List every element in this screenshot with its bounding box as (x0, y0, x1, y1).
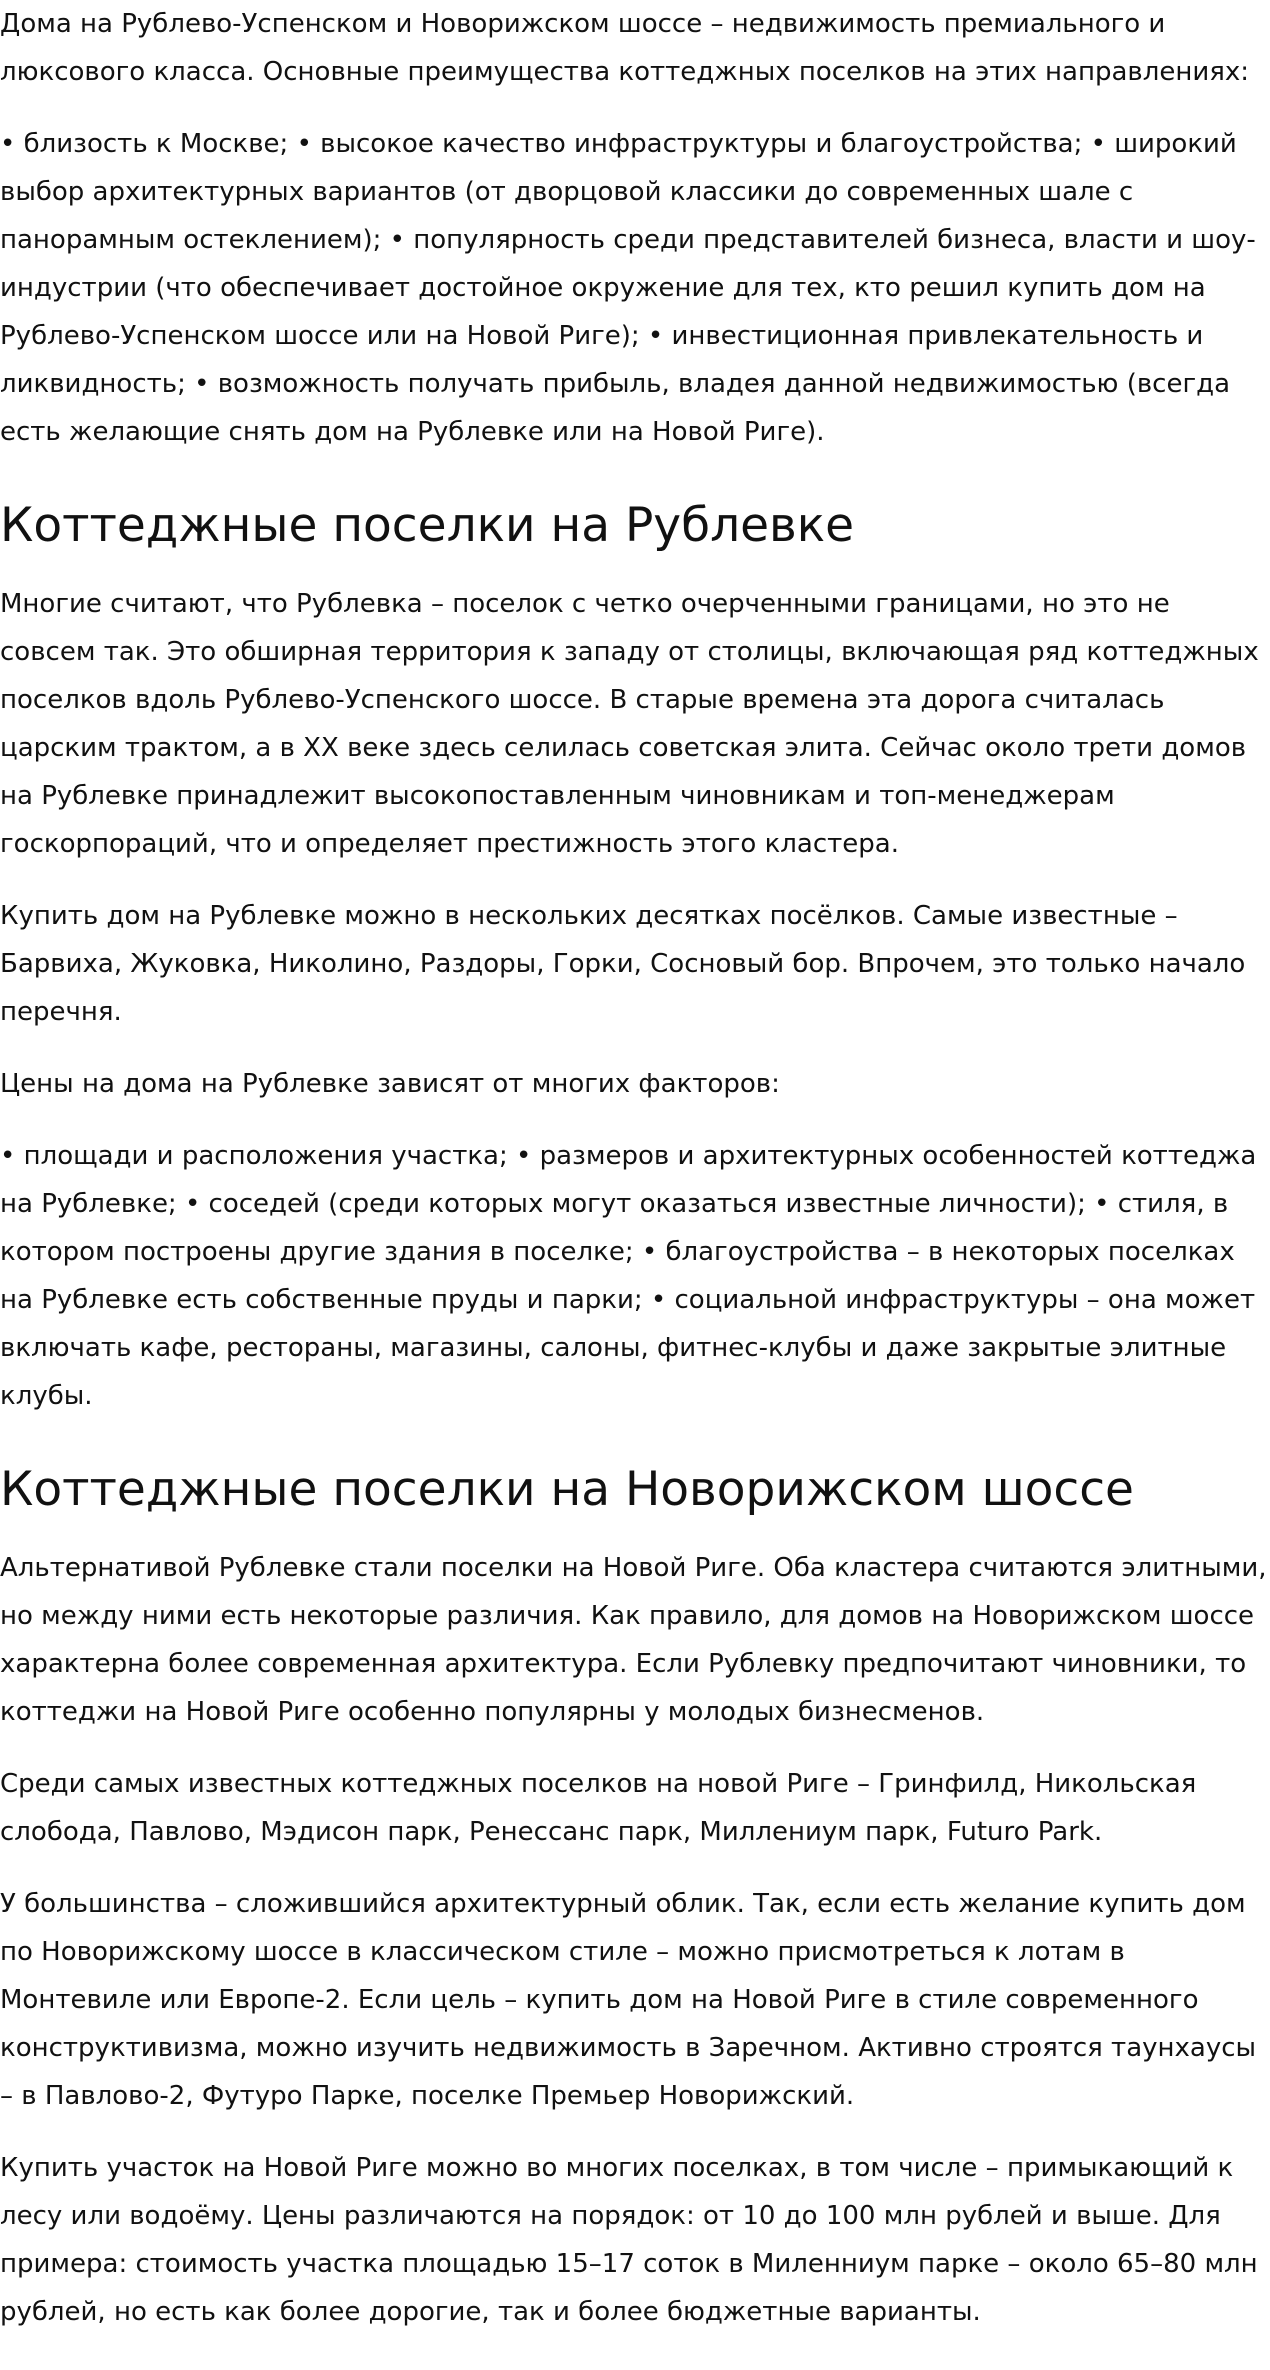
rublevka-paragraph-1: Многие считают, что Рублевка – поселок с четко очерченными границами, но это не совсем так. Это обширная территория к западу от столицы, включающая ряд коттеджных поселков вдоль Рублево-Успенского шоссе. В старые времена эта дорога считалась царским трактом, а в XX веке здесь селилась советская элита. Сейчас около трети домов на Рублевке принадлежит высокопоставленным чиновникам и топ-менеджерам госкорпораций, что и определяет престижность этого кластера. (0, 589, 1259, 859)
section-heading-novaya-riga: Коттеджные поселки на Новорижском шоссе (0, 1462, 1134, 1517)
rublevka-paragraph-3: Цены на дома на Рублевке зависят от многих факторов: (0, 1069, 780, 1099)
intro-paragraph: Дома на Рублево-Успенском и Новорижском шоссе – недвижимость премиального и люксового класса. Основные преимущества коттеджных поселков на этих направлениях: (0, 9, 1250, 87)
novaya-riga-paragraph-1: Альтернативой Рублевке стали поселки на Новой Риге. Оба кластера считаются элитными, но между ними есть некоторые различия. Как правило, для домов на Новорижском шоссе характерна более современная архитектура. Если Рублевку предпочитают чиновники, то коттеджи на Новой Риге особенно популярны у молодых бизнесменов. (0, 1553, 1267, 1727)
rublevka-paragraph-2: Купить дом на Рублевке можно в нескольких десятках посёлков. Самые известные – Барвиха, Жуковка, Николино, Раздоры, Горки, Сосновый бор. Впрочем, это только начало перечня. (0, 901, 1246, 1027)
novaya-riga-paragraph-3: У большинства – сложившийся архитектурный облик. Так, если есть желание купить дом по Новорижскому шоссе в классическом стиле – можно присмотреться к лотам в Монтевиле или Европе-2. Если цель – купить дом на Новой Риге в стиле современного конструктивизма, можно изучить недвижимость в Заречном. Активно строятся таунхаусы – в Павлово-2, Футуро Парке, поселке Премьер Новорижский. (0, 1889, 1257, 2111)
advantages-paragraph: • близость к Москве; • высокое качество инфраструктуры и благоустройства; • широкий выбор архитектурных вариантов (от дворцовой классики до современных шале с панорамным остеклением); • популярность среди представителей бизнеса, власти и шоу-индустрии (что обеспечивает достойное окружение для тех, кто решил купить дом на Рублево-Успенском шоссе или на Новой Риге); • инвестиционная привлекательность и ликвидность; • возможность получать прибыль, владея данной недвижимостью (всегда есть желающие снять дом на Рублевке или на Новой Риге). (0, 129, 1256, 447)
rublevka-paragraph-4: • площади и расположения участка; • размеров и архитектурных особенностей коттеджа на Рублевке; • соседей (среди которых могут оказаться известные личности); • стиля, в котором построены другие здания в поселке; • благоустройства – в некоторых поселках на Рублевке есть собственные пруды и парки; • социальной инфраструктуры – она может включать кафе, рестораны, магазины, салоны, фитнес-клубы и даже закрытые элитные клубы. (0, 1141, 1257, 1411)
section-heading-rublevka: Коттеджные поселки на Рублевке (0, 498, 855, 553)
novaya-riga-paragraph-4: Купить участок на Новой Риге можно во многих поселках, в том числе – примыкающий к лесу или водоёму. Цены различаются на порядок: от 10 до 100 млн рублей и выше. Для примера: стоимость участка площадью 15–17 соток в Миленниум парке – около 65–80 млн рублей, но есть как более дорогие, так и более бюджетные варианты. (0, 2153, 1258, 2327)
novaya-riga-paragraph-2: Среди самых известных коттеджных поселков на новой Риге – Гринфилд, Никольская слобода, Павлово, Мэдисон парк, Ренессанс парк, Миллениум парк, Futuro Park. (0, 1769, 1197, 1847)
